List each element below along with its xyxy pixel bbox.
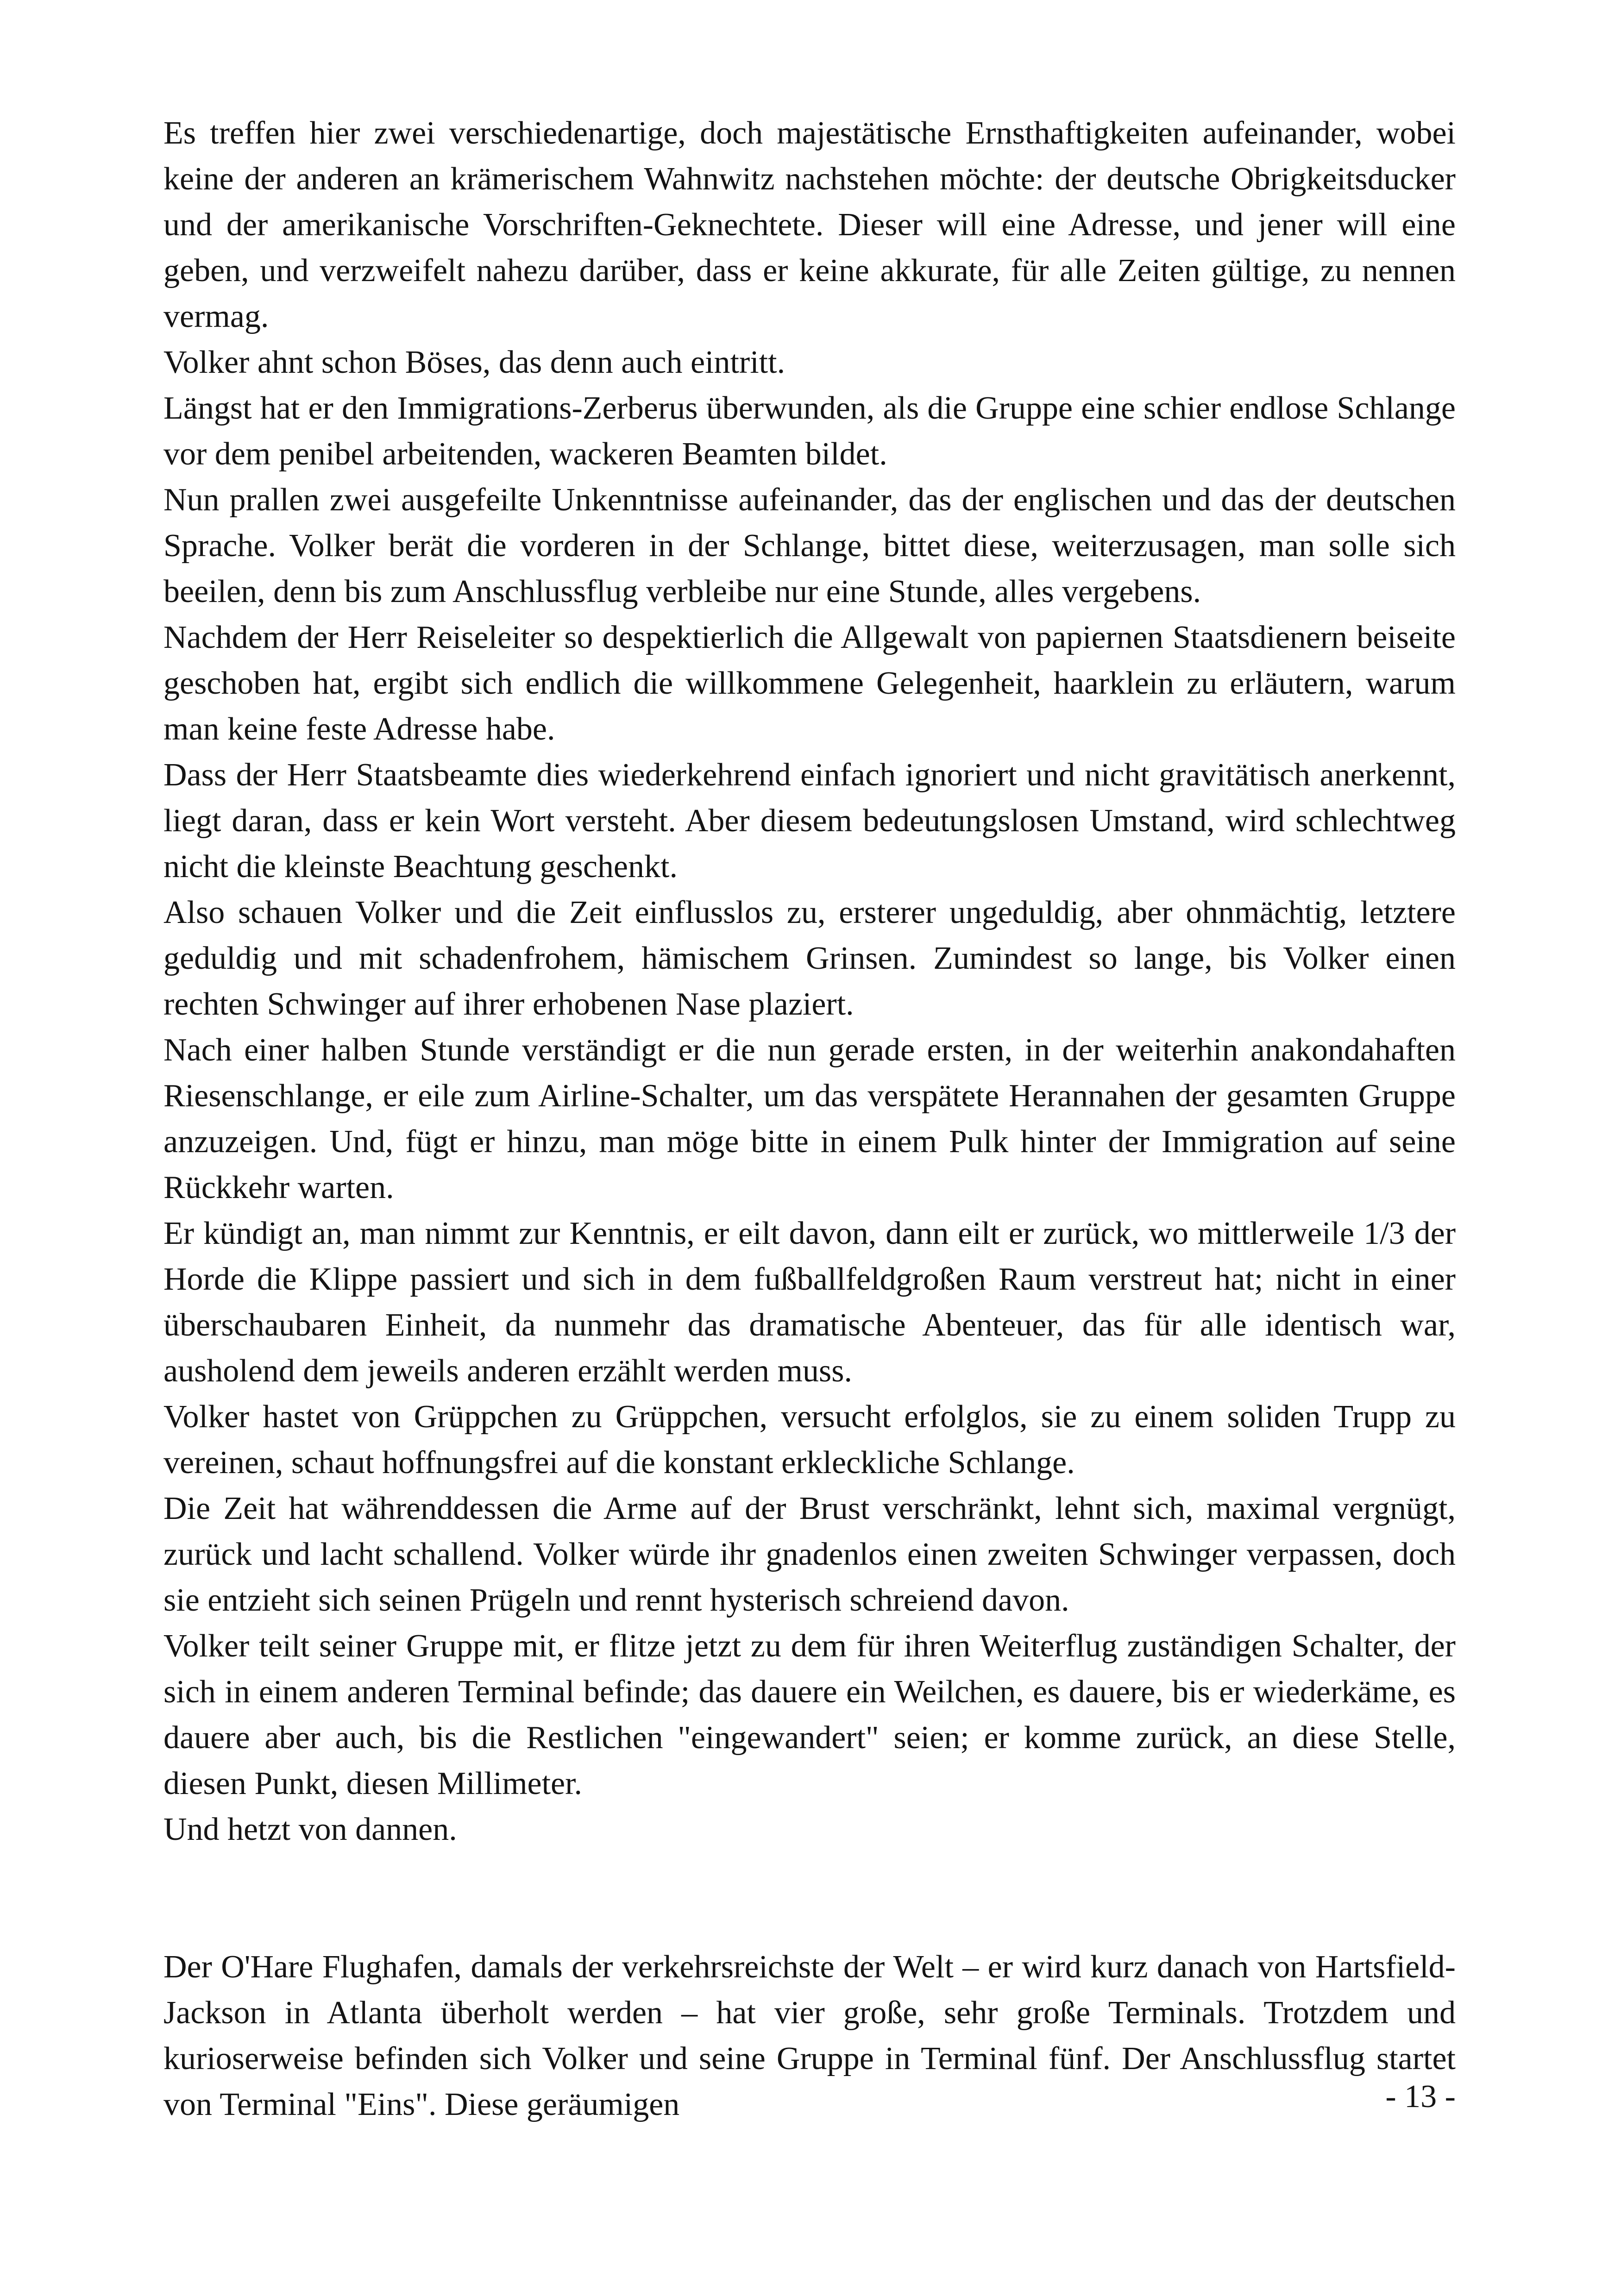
paragraph-12: Volker teilt seiner Gruppe mit, er flitze jetzt zu dem für ihren Weiterflug zuständigen Schalter, der sich in einem anderen Terminal befinde; das dauere ein Weilchen, es dauere, bis er wiederkäme, es dauere aber auch, bis die Restlichen "eingewandert" seien; er komme zurück, an diese Stelle, diesen Punkt, diesen Millimeter. <box>163 1628 1456 1801</box>
paragraph-7: Also schauen Volker und die Zeit einflusslos zu, ersterer ungeduldig, aber ohnmächtig, letztere geduldig und mit schadenfrohem, hämischem Grinsen. Zumindest so lange, bis Volker einen rechten Schwinger auf ihrer erhobenen Nase plaziert. <box>163 895 1456 1022</box>
paragraph-11: Die Zeit hat währenddessen die Arme auf der Brust verschränkt, lehnt sich, maximal vergnügt, zurück und lacht schallend. Volker würde ihr gnadenlos einen zweiten Schwinger verpassen, doch sie entzieht sich seinen Prügeln und rennt hysterisch schreiend davon. <box>163 1491 1456 1618</box>
paragraph-14: Der O'Hare Flughafen, damals der verkehrsreichste der Welt – er wird kurz danach von Hartsfield-Jackson in Atlanta überholt werden – hat vier große, sehr große Terminals. Trotzdem und kurioserweise befinden sich Volker und seine Gruppe in Terminal fünf. Der Anschlussflug startet von Terminal "Eins". Diese geräumigen <box>163 1949 1456 2122</box>
paragraph-6: Dass der Herr Staatsbeamte dies wiederkehrend einfach ignoriert und nicht gravitätisch anerkennt, liegt daran, dass er kein Wort versteht. Aber diesem bedeutungslosen Umstand, wird schlechtweg nicht die kleinste Beachtung geschenkt. <box>163 757 1456 885</box>
page-body <box>163 110 1456 2194</box>
paragraph-5: Nachdem der Herr Reiseleiter so despektierlich die Allgewalt von papiernen Staatsdienern beiseite geschoben hat, ergibt sich endlich die willkommene Gelegenheit, haarklein zu erläutern, warum man keine feste Adresse habe. <box>163 620 1456 747</box>
paragraph-10: Volker hastet von Grüppchen zu Grüppchen, versucht erfolglos, sie zu einem soliden Trupp zu vereinen, schaut hoffnungsfrei auf die konstant erkleckliche Schlange. <box>163 1399 1456 1480</box>
paragraph-13: Und hetzt von dannen. <box>163 1812 457 1847</box>
paragraph-8: Nach einer halben Stunde verständigt er die nun gerade ersten, in der weiterhin anakondahaften Riesenschlange, er eile zum Airline-Schalter, um das verspätete Herannahen der gesamten Gruppe anzuzeigen. Und, fügt er hinzu, man möge bitte in einem Pulk hinter der Immigration auf seine Rückkehr warten. <box>163 1032 1456 1205</box>
paragraph-9: Er kündigt an, man nimmt zur Kenntnis, er eilt davon, dann eilt er zurück, wo mittlerweile 1/3 der Horde die Klippe passiert und sich in dem fußballfeldgroßen Raum verstreut hat; nicht in einer überschaubaren Einheit, da nunmehr das dramatische Abenteuer, das für alle identisch war, ausholend dem jeweils anderen erzählt werden muss. <box>163 1216 1456 1389</box>
paragraph-2: Volker ahnt schon Böses, das denn auch eintritt. <box>163 345 785 380</box>
paragraph-gap <box>163 1852 1456 1944</box>
page-number: - 13 - <box>1385 2079 1456 2114</box>
paragraph-3: Längst hat er den Immigrations-Zerberus überwunden, als die Gruppe eine schier endlose Schlange vor dem penibel arbeitenden, wackeren Beamten bildet. <box>163 390 1456 472</box>
paragraph-4: Nun prallen zwei ausgefeilte Unkenntnisse aufeinander, das der englischen und das der deutschen Sprache. Volker berät die vorderen in der Schlange, bittet diese, weiterzusagen, man solle sich beeilen, denn bis zum Anschlussflug verbleibe nur eine Stunde, alles vergebens. <box>163 482 1456 609</box>
paragraph-1: Es treffen hier zwei verschiedenartige, doch majestätische Ernsthaftigkeiten aufeinander, wobei keine der anderen an krämerischem Wahnwitz nachstehen möchte: der deutsche Obrigkeitsducker und der amerikanische Vorschriften-Geknechtete. Dieser will eine Adresse, und jener will eine geben, und verzweifelt nahezu darüber, dass er keine akkurate, für alle Zeiten gültige, zu nennen vermag. <box>163 115 1456 334</box>
